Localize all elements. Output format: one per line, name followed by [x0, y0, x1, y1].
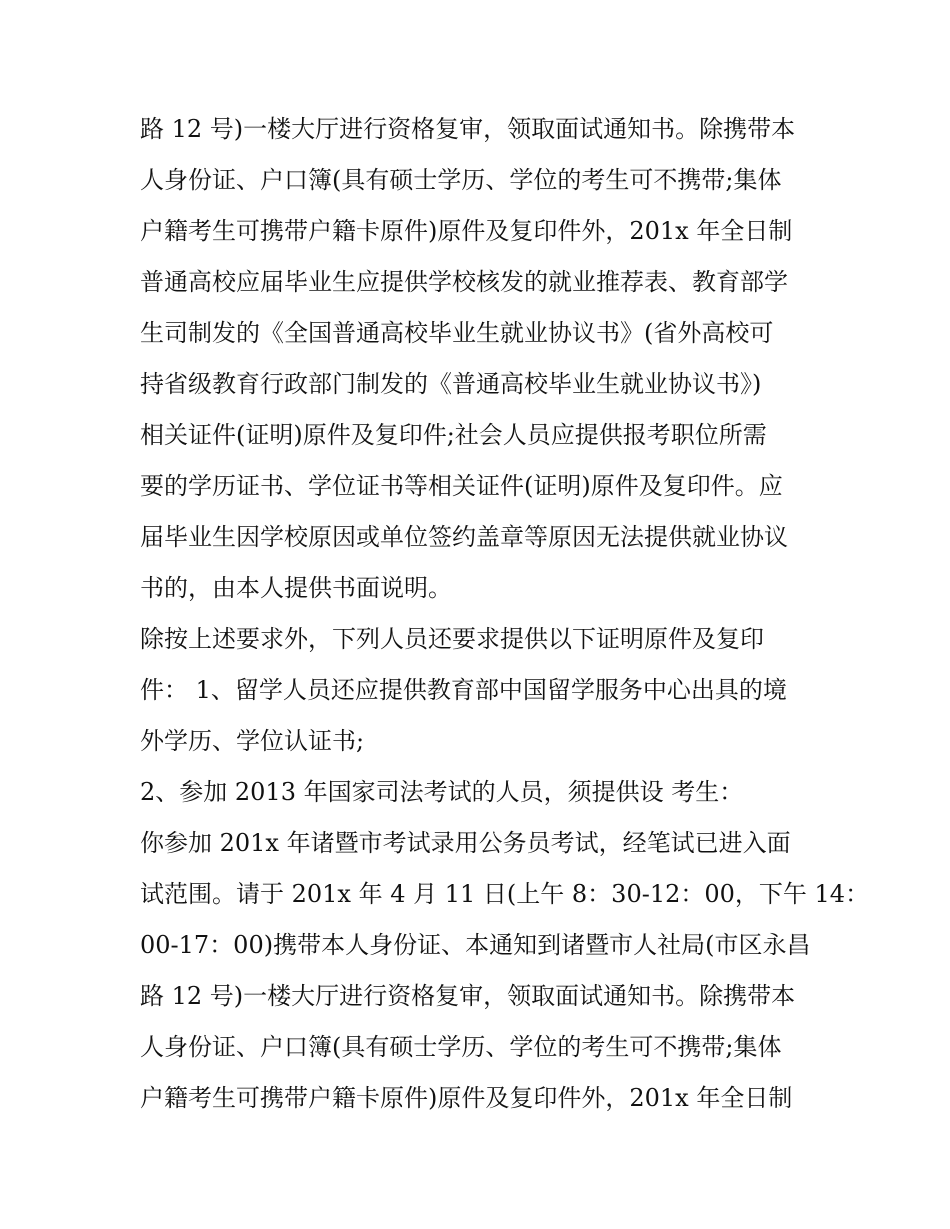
text-line-13: 外学历、学位认证书; [140, 727, 365, 755]
text-line-18: 路 12 号)一楼大厅进行资格复审，领取面试通知书。除携带本 [140, 982, 796, 1010]
text-line-10: 书的，由本人提供书面说明。 [140, 574, 452, 602]
text-line-11: 除按上述要求外，下列人员还要求提供以下证明原件及复印 [140, 625, 764, 653]
text-line-4: 普通高校应届毕业生应提供学校核发的就业推荐表、教育部学 [140, 268, 788, 296]
text-line-14: 2、参加 2013 年国家司法考试的人员，须提供设 考生： [140, 778, 744, 806]
text-line-17: 00-17：00)携带本人身份证、本通知到诸暨市人社局(市区永昌 [140, 931, 811, 959]
body-text [140, 104, 870, 1124]
text-line-8: 要的学历证书、学位证书等相关证件(证明)原件及复印件。应 [140, 472, 783, 500]
text-line-12: 件： 1、留学人员还应提供教育部中国留学服务中心出具的境 [140, 676, 787, 704]
text-line-19: 人身份证、户口簿(具有硕士学历、学位的考生可不携带;集体 [140, 1033, 782, 1061]
text-line-1: 路 12 号)一楼大厅进行资格复审，领取面试通知书。除携带本 [140, 115, 796, 143]
text-line-2: 人身份证、户口簿(具有硕士学历、学位的考生可不携带;集体 [140, 166, 782, 194]
text-line-3: 户籍考生可携带户籍卡原件)原件及复印件外，201x 年全日制 [140, 217, 793, 245]
text-line-7: 相关证件(证明)原件及复印件;社会人员应提供报考职位所需 [140, 421, 767, 449]
text-line-15: 你参加 201x 年诸暨市考试录用公务员考试，经笔试已进入面 [140, 829, 791, 857]
text-line-20: 户籍考生可携带户籍卡原件)原件及复印件外，201x 年全日制 [140, 1084, 793, 1112]
text-line-16: 试范围。请于 201x 年 4 月 11 日(上午 8：30-12：00，下午 14： [140, 880, 870, 908]
text-line-6: 持省级教育行政部门制发的《普通高校毕业生就业协议书》) [140, 370, 762, 398]
text-line-9: 届毕业生因学校原因或单位签约盖章等原因无法提供就业协议 [140, 523, 788, 551]
text-line-5: 生司制发的《全国普通高校毕业生就业协议书》(省外高校可 [140, 319, 774, 347]
